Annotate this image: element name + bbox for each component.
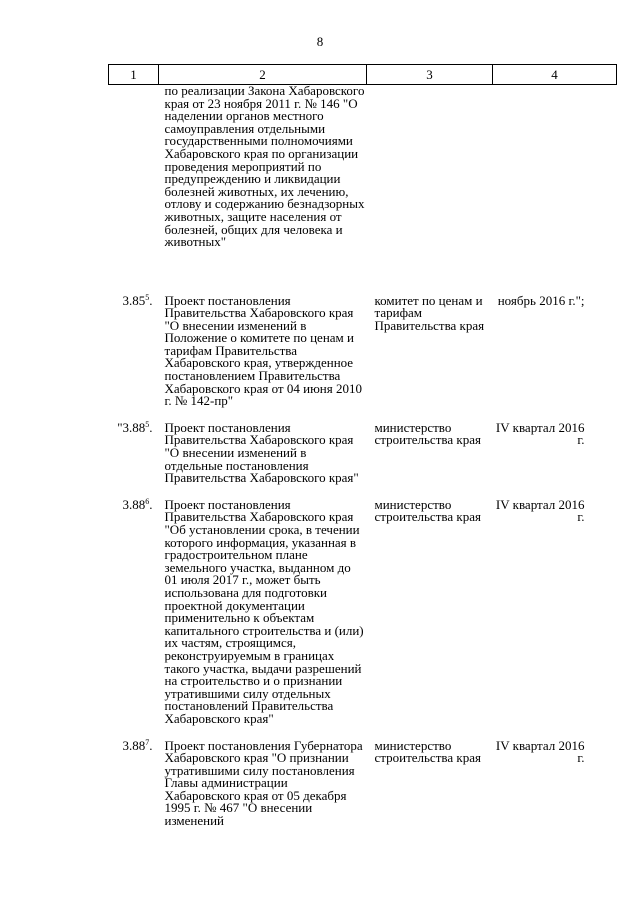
continuation-text: по реализации Закона Хабаровского края от 23 ноября 2011 г. № 146 "О наделении органов местного самоуправления отдельными государственными полномочиями Хабаровского края по организации проведения мероприятий по предупреждению и ликвидации болезней животных, их лечению, отлову и содержанию безнадзорных животных, защите населения от болезней, общих для человека и животных" — [164, 83, 365, 250]
item-text: Проект постановления Правительства Хабаровского края "Об установлении срока, в течении которого информация, указанная в градостроительном плане земельного участка, выданном до 01 июля 2017 г., может быть использована для подготовки проектной документации применительно к объектам капитального строительства и (или) их частям, строящимся, реконструируемым в границах такого участка, выдачи разрешений на строительство и о признании утратившими силу отдельных постановлений Правительства Хабаровского края" — [164, 496, 364, 726]
item-number: 3.88$^7$. — [122, 737, 153, 753]
table-row — [109, 726, 617, 828]
item-term: IV квартал 2016 г. — [495, 737, 585, 766]
page-number: 8 — [316, 34, 324, 49]
item-responsible: комитет по ценам и тарифам Правительства края — [374, 292, 485, 333]
item-term: ноябрь 2016 г."; — [497, 292, 585, 308]
column-header-2: 2 — [159, 65, 367, 85]
table-row — [109, 281, 617, 408]
item-responsible: министерство строительства края — [374, 419, 481, 448]
plan-table — [108, 64, 617, 828]
item-text: Проект постановления Правительства Хабаровского края "О внесении изменений в отдельные постановления Правительства Хабаровского края" — [164, 419, 359, 486]
item-number: 3.88$^6$. — [122, 496, 153, 512]
item-text: Проект постановления Правительства Хабаровского края "О внесении изменений в Положение о комитете по ценам и тарифам Правительства Хабаровского края, утвержденное постановлением Правительства Хабаровского края от 04 июня 2010 г. № 142-пр" — [164, 292, 362, 409]
item-term: IV квартал 2016 г. — [495, 496, 585, 525]
table-header-row — [109, 65, 617, 85]
table-row — [109, 485, 617, 726]
item-responsible: министерство строительства края — [374, 496, 481, 525]
table-row — [109, 408, 617, 485]
item-responsible: министерство строительства края — [374, 737, 481, 766]
item-number: 3.85$^5$. — [122, 292, 153, 308]
column-header-3: 3 — [367, 65, 493, 85]
item-number: "3.88$^5$. — [117, 419, 153, 435]
column-header-4: 4 — [493, 65, 617, 85]
column-header-1: 1 — [109, 65, 159, 85]
item-text: Проект постановления Губернатора Хабаровского края "О признании утратившими силу постановления Главы администрации Хабаровского края от 05 декабря 1995 г. № 467 "О внесении изменений — [164, 737, 363, 829]
table-row-continuation — [109, 85, 617, 281]
item-term: IV квартал 2016 г. — [495, 419, 585, 448]
